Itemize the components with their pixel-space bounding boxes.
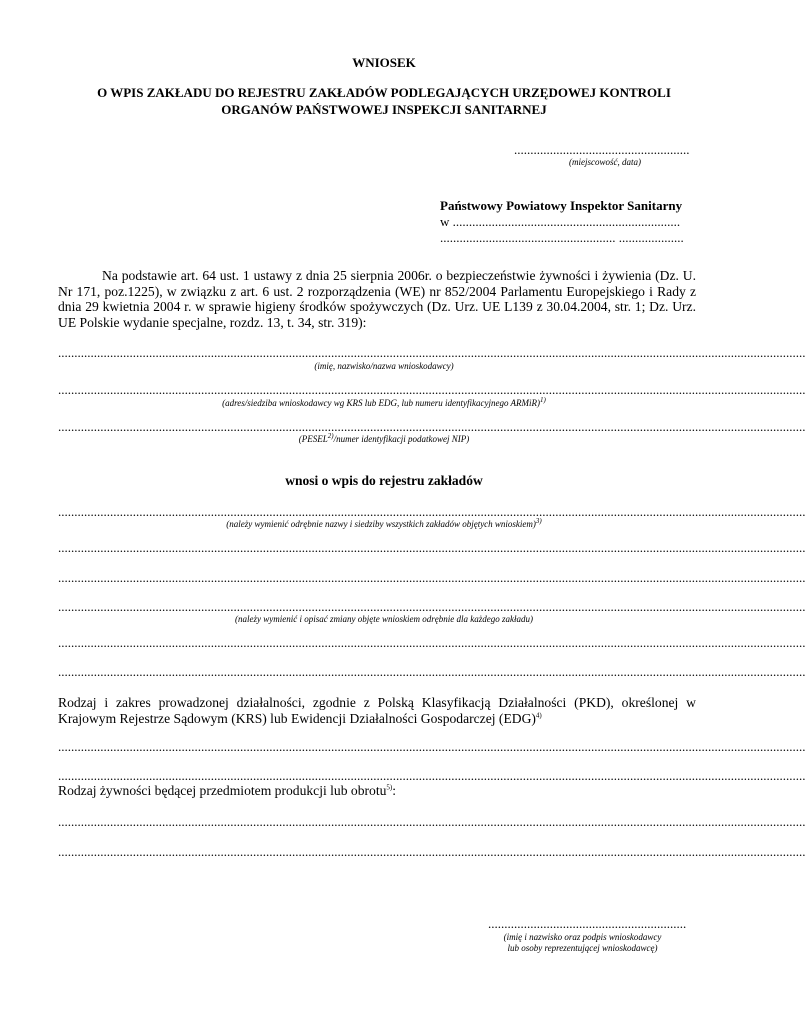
changes-caption: (należy wymienić i opisać zmiany objęte wnioskiem odrębnie dla każdego zakładu) — [235, 614, 533, 624]
food-type-field-1[interactable]: ...................................................................................................................................................................................................................................... — [58, 814, 806, 829]
plants-field-2[interactable]: ...................................................................................................................................................................................................................................... — [58, 540, 806, 555]
plants-field-1[interactable]: ...................................................................................................................................................................................................................................... — [58, 504, 806, 519]
form-subtitle-line2: ORGANÓW PAŃSTWOWEJ INSPEKCJI SANITARNEJ — [221, 102, 547, 117]
place-date-field[interactable]: ...................................................... — [514, 142, 690, 157]
activity-field-2[interactable]: ...................................................................................................................................................................................................................................... — [58, 768, 806, 783]
request-heading: wnosi o wpis do rejestru zakładów — [285, 473, 483, 488]
plants-caption: (należy wymienić odrębnie nazwy i siedziby wszystkich zakładów objętych wnioskiem)$^{3)}$ — [226, 517, 542, 529]
form-title: WNIOSEK — [352, 55, 416, 70]
food-type-field-2[interactable]: ...................................................................................................................................................................................................................................... — [58, 844, 806, 859]
pesel-nip-field[interactable]: ...................................................................................................................................................................................................................................... — [58, 419, 806, 434]
addressee-title: Państwowy Powiatowy Inspektor Sanitarny — [440, 198, 683, 213]
applicant-address-field[interactable]: ...................................................................................................................................................................................................................................... — [58, 382, 806, 397]
activity-field-1[interactable]: ...................................................................................................................................................................................................................................... — [58, 739, 806, 754]
signature-caption-line1: (imię i nazwisko oraz podpis wnioskodawcy — [503, 932, 662, 942]
food-type-label: Rodzaj żywności będącej przedmiotem produkcji lub obrotu$^{5)}$: — [58, 783, 397, 798]
changes-field-3[interactable]: ...................................................................................................................................................................................................................................... — [58, 664, 806, 679]
plants-field-3[interactable]: ...................................................................................................................................................................................................................................... — [58, 570, 806, 585]
changes-field-1[interactable]: ...................................................................................................................................................................................................................................... — [58, 599, 806, 614]
pesel-nip-caption: (PESEL$^{2)}$/numer identyfikacji podatkowej NIP) — [298, 432, 470, 444]
addressee-address-field[interactable]: ...................................................... .................... — [440, 230, 684, 245]
activity-paragraph: Rodzaj i zakres prowadzonej działalności, zgodnie z Polską Klasyfikacją Działalności (PKD), określonej w Krajowym Rejestrze Sądowym (KRS) lub Ewidencji Działalności Gospodarczej (EDG)$^{4)}$ — [58, 695, 696, 726]
applicant-name-field[interactable]: ...................................................................................................................................................................................................................................... — [58, 345, 806, 360]
applicant-address-caption: (adres/siedziba wnioskodawcy wg KRS lub EDG, lub numeru identyfikacyjnego ARMiR)$^{1)}$ — [222, 396, 546, 408]
signature-caption-line2: lub osoby reprezentującej wnioskodawcę) — [507, 943, 658, 953]
legal-basis-paragraph: Na podstawie art. 64 ust. 1 ustawy z dnia 25 sierpnia 2006r. o bezpieczeństwie żywności i żywienia (Dz. U. Nr 171, poz.1225), w związku z art. 6 ust. 2 rozporządzenia (WE) nr 852/2004 Parlamentu Europejskiego i Rady z dnia 29 kwietnia 2004 r. w sprawie higieny środków spożywczych (Dz. Urz. UE L139 z 30.04.2004, str. 1; Dz. Urz. UE Polskie wydanie specjalne, rozdz. 13, t. 34, str. 319): — [58, 268, 696, 330]
changes-field-2[interactable]: ...................................................................................................................................................................................................................................... — [58, 635, 806, 650]
applicant-name-caption: (imię, nazwisko/nazwa wnioskodawcy) — [314, 361, 454, 371]
addressee-location-field[interactable]: w ...................................................................... — [440, 214, 681, 229]
form-subtitle-line1: O WPIS ZAKŁADU DO REJESTRU ZAKŁADÓW PODLEGAJĄCYCH URZĘDOWEJ KONTROLI — [97, 85, 671, 100]
signature-field[interactable]: ............................................................. — [488, 916, 687, 931]
place-date-caption: (miejscowość, data) — [569, 157, 641, 167]
